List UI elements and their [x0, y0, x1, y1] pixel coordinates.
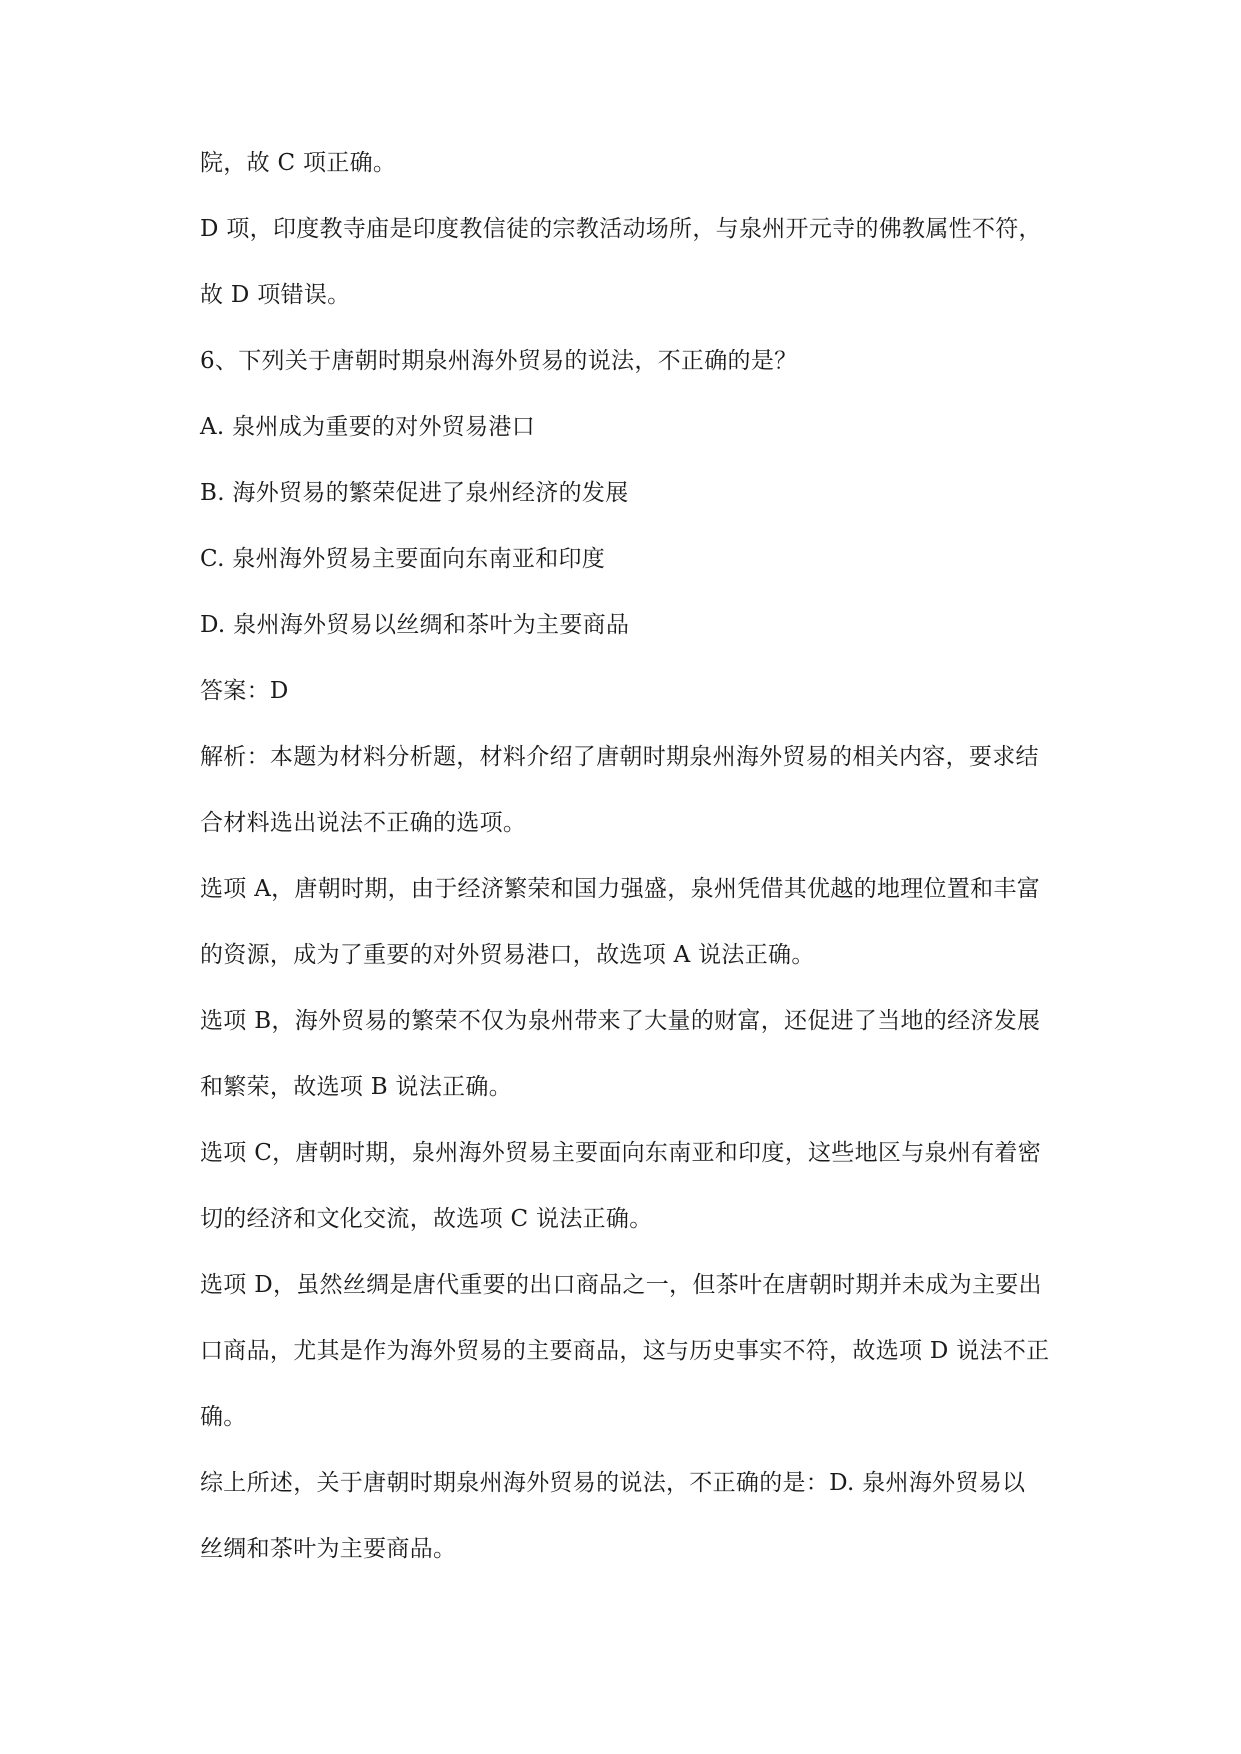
analysis-line: 和繁荣，故选项 B 说法正确。	[200, 1074, 513, 1100]
option-d: D. 泉州海外贸易以丝绸和茶叶为主要商品	[200, 612, 630, 638]
option-b: B. 海外贸易的繁荣促进了泉州经济的发展	[200, 480, 629, 506]
answer-line: 答案：D	[200, 678, 289, 704]
analysis-line: 的资源，成为了重要的对外贸易港口，故选项 A 说法正确。	[200, 942, 815, 968]
analysis-line: 合材料选出说法不正确的选项。	[200, 810, 527, 836]
analysis-line: 切的经济和文化交流，故选项 C 说法正确。	[200, 1206, 653, 1232]
analysis-line: 选项 D，虽然丝绸是唐代重要的出口商品之一，但茶叶在唐朝时期并未成为主要出	[200, 1272, 1042, 1298]
summary-line: 综上所述，关于唐朝时期泉州海外贸易的说法，不正确的是：D. 泉州海外贸易以	[200, 1470, 1026, 1496]
analysis-line: 口商品，尤其是作为海外贸易的主要商品，这与历史事实不符，故选项 D 说法不正	[200, 1338, 1050, 1364]
summary-line: 丝绸和茶叶为主要商品。	[200, 1536, 457, 1562]
text-line: 院，故 C 项正确。	[200, 150, 397, 176]
question-title: 6、下列关于唐朝时期泉州海外贸易的说法，不正确的是？	[200, 348, 798, 374]
option-a: A. 泉州成为重要的对外贸易港口	[200, 414, 536, 440]
analysis-line: 确。	[200, 1404, 247, 1430]
analysis-line: 解析：本题为材料分析题，材料介绍了唐朝时期泉州海外贸易的相关内容，要求结	[200, 744, 1039, 770]
analysis-line: 选项 C，唐朝时期，泉州海外贸易主要面向东南亚和印度，这些地区与泉州有着密	[200, 1140, 1042, 1166]
text-line: 故 D 项错误。	[200, 282, 351, 308]
analysis-line: 选项 B，海外贸易的繁荣不仅为泉州带来了大量的财富，还促进了当地的经济发展	[200, 1008, 1041, 1034]
analysis-line: 选项 A，唐朝时期，由于经济繁荣和国力强盛，泉州凭借其优越的地理位置和丰富	[200, 876, 1041, 902]
option-c: C. 泉州海外贸易主要面向东南亚和印度	[200, 546, 606, 572]
text-line: D 项，印度教寺庙是印度教信徒的宗教活动场所，与泉州开元寺的佛教属性不符，	[200, 216, 1042, 242]
